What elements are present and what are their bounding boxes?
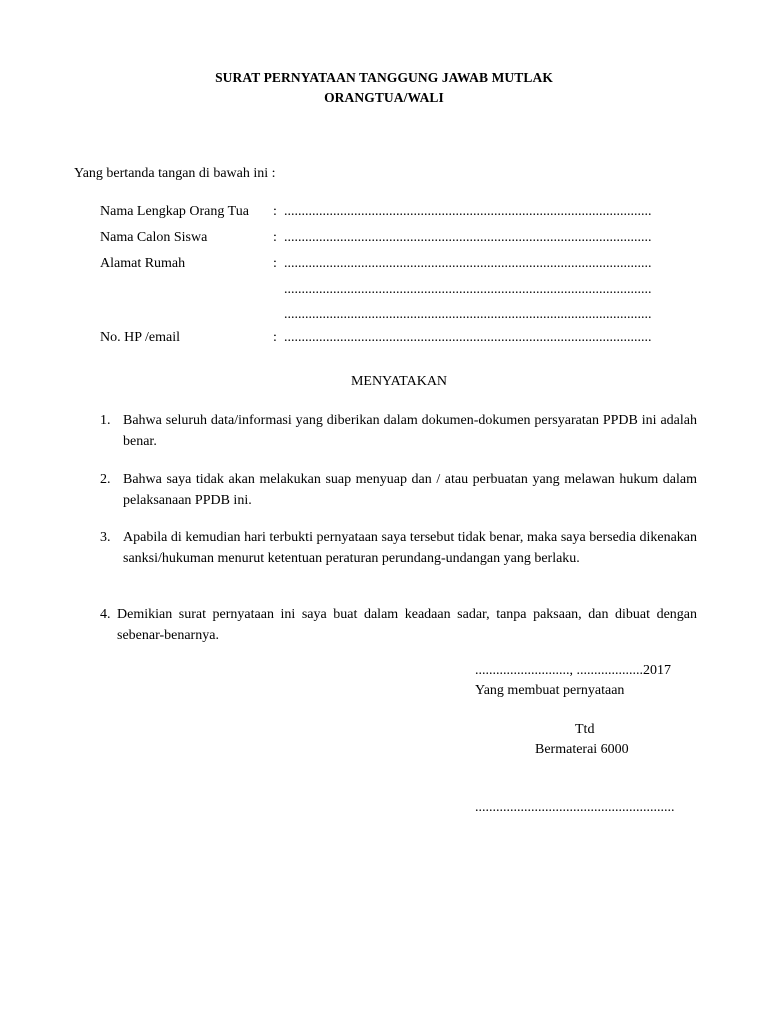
intro-text: Yang bertanda tangan di bawah ini : bbox=[74, 166, 276, 181]
statement-number: 4. bbox=[100, 607, 111, 622]
field-colon: : bbox=[273, 230, 277, 245]
document-title-line2: ORANGTUA/WALI bbox=[324, 90, 444, 105]
signature-line: ......................................................... bbox=[475, 800, 675, 815]
statement-number: 2. bbox=[100, 472, 111, 487]
field-colon: : bbox=[273, 204, 277, 219]
field-dots-phone-email: ......................................................................................................... bbox=[284, 330, 652, 345]
field-colon: : bbox=[273, 330, 277, 345]
field-dots-address-cont-1: ......................................................................................................... bbox=[284, 282, 652, 297]
field-label-parent-name: Nama Lengkap Orang Tua bbox=[100, 204, 249, 219]
statement-text: Demikian surat pernyataan ini saya buat dalam keadaan sadar, tanpa paksaan, dan dibuat dengan sebenar-benarnya. bbox=[117, 607, 697, 643]
document-title-line1: SURAT PERNYATAAN TANGGUNG JAWAB MUTLAK bbox=[215, 70, 553, 85]
statement-text: Bahwa seluruh data/informasi yang diberikan dalam dokumen-dokumen persyaratan PPDB ini adalah benar. bbox=[123, 413, 697, 449]
field-label-phone-email: No. HP /email bbox=[100, 330, 180, 345]
declaration-heading: MENYATAKAN bbox=[350, 374, 448, 389]
signature-ttd-label: Ttd bbox=[575, 722, 595, 737]
statement-number: 1. bbox=[100, 413, 111, 428]
field-label-address: Alamat Rumah bbox=[100, 256, 186, 271]
statement-text: Apabila di kemudian hari terbukti pernyataan saya tersebut tidak benar, maka saya bersedia dikenakan sanksi/hukuman menurut ketentuan peraturan perundang-undangan yang berlaku. bbox=[123, 530, 697, 566]
field-dots-address: ......................................................................................................... bbox=[284, 256, 652, 271]
signature-meterai-label: Bermaterai 6000 bbox=[535, 742, 629, 757]
signature-maker-label: Yang membuat pernyataan bbox=[475, 683, 625, 698]
field-label-student-name: Nama Calon Siswa bbox=[100, 230, 208, 245]
field-colon: : bbox=[273, 256, 277, 271]
statement-text: Bahwa saya tidak akan melakukan suap menyuap dan / atau perbuatan yang melawan hukum dalam pelaksanaan PPDB ini. bbox=[123, 472, 697, 508]
field-dots-address-cont-2: ......................................................................................................... bbox=[284, 307, 652, 322]
signature-place-date: ..........................., ...................2017 bbox=[475, 663, 671, 678]
field-dots-student-name: ......................................................................................................... bbox=[284, 230, 652, 245]
statement-number: 3. bbox=[100, 530, 111, 545]
field-dots-parent-name: ......................................................................................................... bbox=[284, 204, 652, 219]
